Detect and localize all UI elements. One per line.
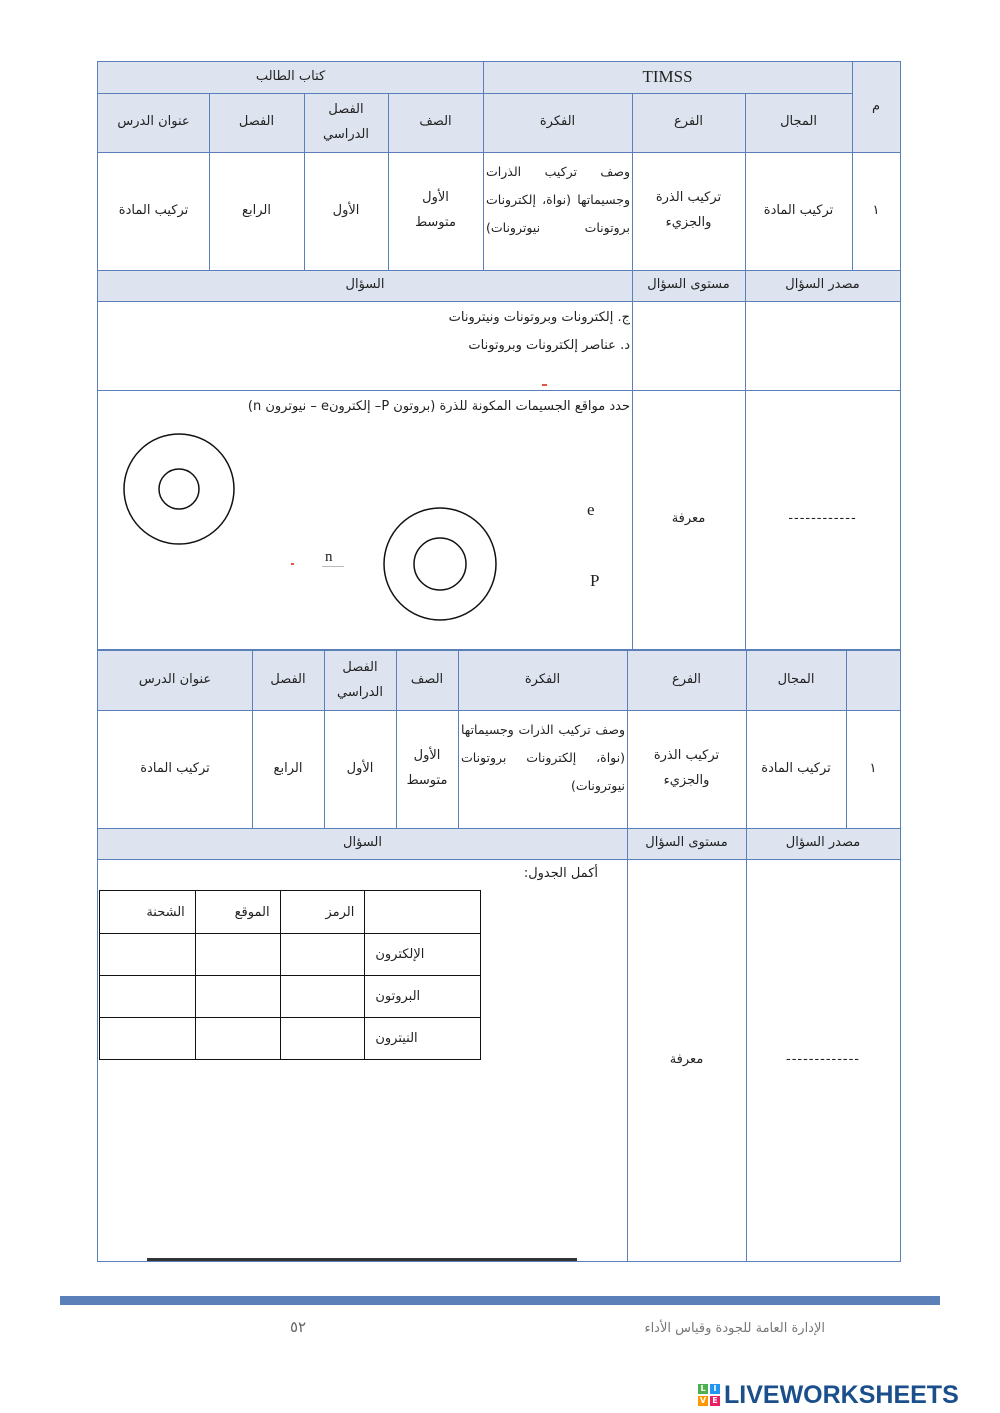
outer-orbit-circle [384, 508, 496, 620]
col-chapter-header: الفصل [238, 114, 275, 130]
col-num-header: م [871, 98, 881, 114]
col2-idea-header: الفكرة [524, 672, 561, 688]
label-p: P [590, 571, 600, 590]
atom-diagram-1 [120, 430, 240, 550]
answer-cell[interactable] [100, 976, 196, 1018]
red-mark [542, 384, 547, 386]
page-number: ٥٢ [289, 1318, 307, 1336]
answer-cell[interactable] [280, 934, 365, 976]
brand-logo [698, 1380, 998, 1410]
col-lesson-header: عنوان الدرس [117, 114, 190, 130]
answer-cell[interactable] [195, 976, 280, 1018]
col-domain-header: المجال [780, 114, 817, 130]
nucleus-circle [414, 538, 466, 590]
brand-logo-icon: L I V E [698, 1384, 720, 1406]
row2-question: أكمل الجدول: [523, 866, 598, 881]
row2-lesson: تركيب المادة [140, 760, 210, 776]
col2-grade-header: الصف [410, 672, 444, 688]
row1-lesson: تركيب المادة [118, 202, 189, 218]
answer-cell[interactable] [280, 976, 365, 1018]
row2-source-header: مصدر السؤال [785, 835, 861, 851]
header-cell-charge: الشحنة [100, 891, 196, 934]
row2-chapter: الرابع [273, 760, 303, 776]
header-cell-symbol: الرمز [280, 891, 365, 934]
col-grade-header: الصف [419, 114, 452, 130]
col-branch-header: الفرع [673, 114, 704, 130]
atom-diagram-2 [382, 506, 500, 624]
row1-branch: تركيب الذرة والجزيء [655, 190, 722, 230]
col2-domain-header: المجال [777, 672, 815, 688]
label-n: n [325, 549, 333, 565]
table-row [100, 1018, 481, 1060]
red-dot [291, 563, 294, 565]
table-header-row [100, 891, 481, 934]
table-row [100, 976, 481, 1018]
row1-chapter: الرابع [242, 202, 271, 218]
answer-cell[interactable] [195, 1018, 280, 1060]
col2-semester-header: الفصل الدراسي [336, 659, 383, 700]
option-c: ج. إلكترونات وبروتونات ونيترونات [448, 310, 630, 325]
row2-level: معرفة [669, 1051, 704, 1067]
row1-source: ------------ [788, 511, 857, 527]
row1-level: معرفة [671, 511, 706, 527]
row2-idea: وصف تركيب الذرات وجسيماتها (نواة، إلكترونات بروتونات نيوترونات) [461, 722, 625, 793]
answer-cell[interactable] [280, 1018, 365, 1060]
row2-question-header: السؤال [343, 835, 382, 851]
row2-domain: تركيب المادة [761, 760, 831, 776]
col2-lesson-header: عنوان الدرس [138, 672, 212, 688]
col2-branch-header: الفرع [671, 672, 702, 688]
row1-idea: وصف تركيب الذرات وجسيماتها (نواة، إلكترونات بروتونات نيوترونات) [486, 164, 630, 235]
particle-name-cell: النيترون [365, 1018, 481, 1060]
particle-name-cell: البروتون [365, 976, 481, 1018]
row2-grade: الأول متوسط [406, 748, 448, 788]
outer-orbit-circle [124, 434, 234, 544]
answer-cell[interactable] [100, 1018, 196, 1060]
col2-chapter-header: الفصل [270, 672, 306, 688]
row1-question: حدد مواقع الجسيمات المكونة للذرة (بروتون P– إلكترونe – نيوترون n) [247, 399, 630, 414]
department-name: الإدارة العامة للجودة وقياس الأداء [644, 1321, 825, 1336]
hl [98, 301, 900, 302]
col-idea-header: الفكرة [539, 114, 576, 130]
table-row [100, 934, 481, 976]
row2-num: ١ [869, 760, 877, 776]
col-semester-header: الفصل الدراسي [322, 101, 369, 142]
row1-domain: تركيب المادة [763, 202, 834, 218]
row2-semester: الأول [346, 760, 374, 776]
row1-grade: الأول متوسط [415, 190, 456, 230]
footer-bar [60, 1296, 940, 1305]
row1-source-header: مصدر السؤال [785, 277, 860, 293]
option-d: د. عناصر إلكترونات وبروتونات [468, 338, 630, 353]
answer-cell[interactable] [100, 934, 196, 976]
row1-question-header: السؤال [345, 277, 385, 293]
label-e: e [587, 500, 595, 519]
row1-level-header: مستوى السؤال [647, 277, 730, 293]
header-cell-location: الموقع [195, 891, 280, 934]
header-cell-empty [365, 891, 481, 934]
brand-name: LIVEWORKSHEETS [724, 1380, 959, 1409]
row1-num: ١ [872, 202, 880, 218]
particle-name-cell: الإلكترون [365, 934, 481, 976]
nucleus-circle [159, 469, 199, 509]
row2-branch: تركيب الذرة والجزيء [653, 748, 720, 788]
answer-cell[interactable] [195, 934, 280, 976]
faint-line [322, 566, 344, 567]
timss-label: TIMSS [642, 67, 693, 87]
particles-table [99, 890, 481, 1060]
row2-level-header: مستوى السؤال [645, 835, 728, 851]
row1-semester: الأول [332, 202, 360, 218]
row2-source: ------------- [786, 1051, 860, 1067]
bottom-dark-line [147, 1258, 577, 1261]
student-book-label: كتاب الطالب [255, 69, 326, 85]
